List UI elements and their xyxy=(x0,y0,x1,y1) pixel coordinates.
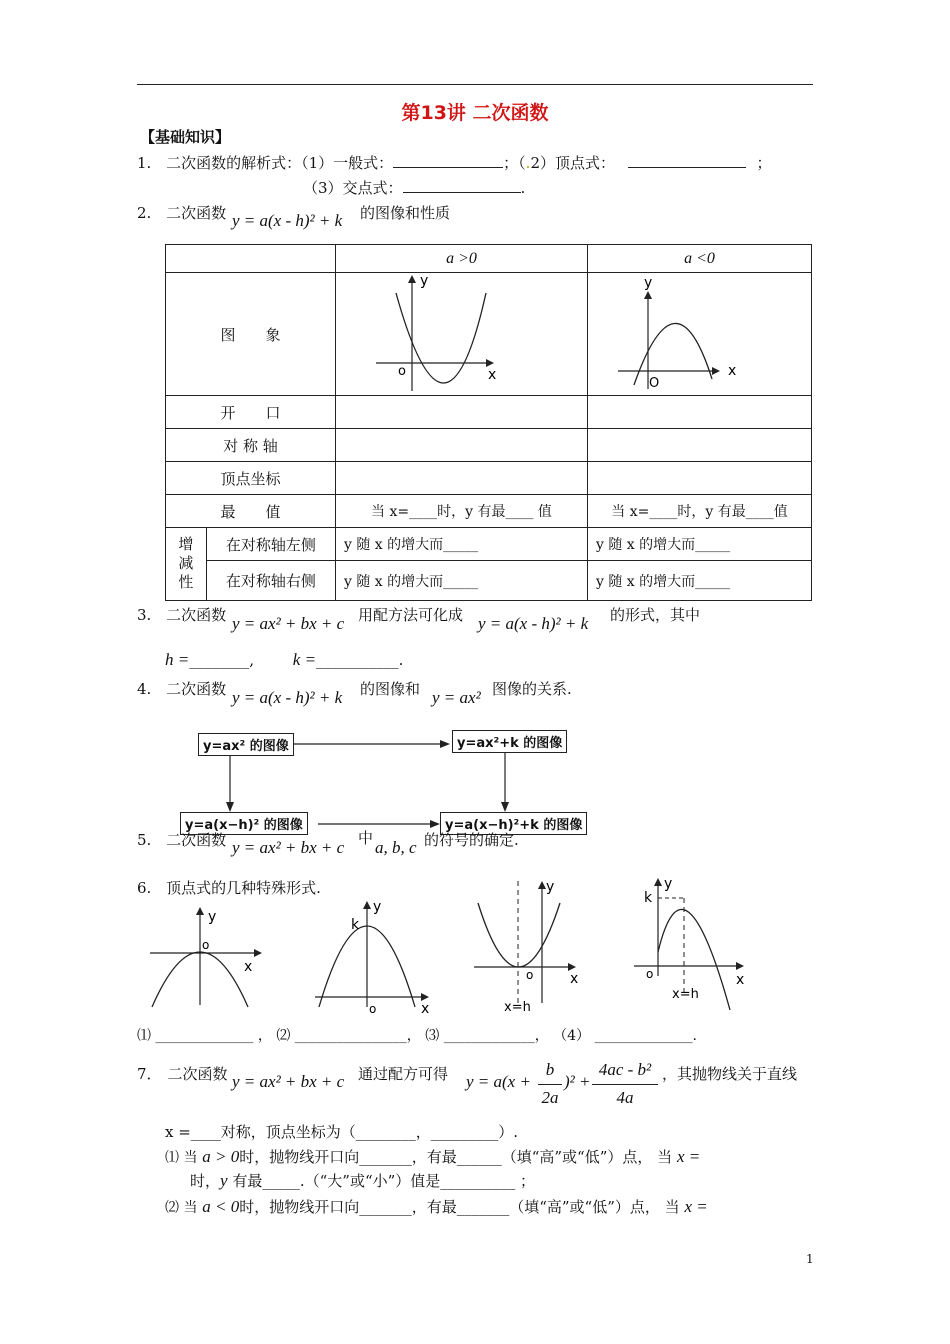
q7-formula2-a: y = a(x + xyxy=(466,1072,531,1091)
box-vertical-shift: y=ax²+k 的图像 xyxy=(452,730,567,753)
g2-k-label: k xyxy=(351,917,360,933)
q2-pre: 二次函数 xyxy=(166,204,227,222)
mono-neg-left: y 随 x 的增大而_____ xyxy=(587,528,811,561)
mono-pos-left: y 随 x 的增大而_____ xyxy=(336,528,588,561)
q5-formula: y = ax² + bx + c xyxy=(232,838,345,857)
q3-formula1: y = ax² + bx + c xyxy=(232,614,345,633)
q3-mid: 用配方法可化成 xyxy=(358,606,464,624)
q7-frac2-den: 4a xyxy=(616,1088,634,1107)
page-title: 第13讲 二次函数 xyxy=(401,102,549,124)
q3-line2 xyxy=(165,650,403,670)
q3-k-blank[interactable]: ___________. xyxy=(316,651,404,669)
g1-origin-label: o xyxy=(202,938,210,952)
graph-pos-x-label: x xyxy=(488,367,497,383)
graph-a-negative xyxy=(587,273,811,396)
mono-neg-right: y 随 x 的增大而_____ xyxy=(587,561,811,601)
q4-line xyxy=(137,678,226,699)
q7-line xyxy=(137,1063,228,1084)
opening-pos-cell[interactable] xyxy=(336,396,588,429)
q7-s1-y: y xyxy=(220,1171,228,1190)
q4-formula1: y = a(x - h)² + k xyxy=(232,688,343,707)
q2-formula: y = a(x - h)² + k xyxy=(232,211,343,230)
q6-text: 顶点式的几种特殊形式. xyxy=(166,879,321,897)
q2-post: 的图像和性质 xyxy=(360,204,451,222)
parabola-up-graph xyxy=(336,273,586,391)
section-heading: 【基础知识】 xyxy=(140,128,231,146)
q6-number: 6. xyxy=(137,879,152,897)
g4-k-label: k xyxy=(644,890,653,906)
mono-right-label: 在对称轴右侧 xyxy=(206,561,335,601)
q7-s2-cond: a < 0 xyxy=(202,1197,240,1216)
row-vertex-label: 顶点坐标 xyxy=(166,462,336,495)
q1-blank-vertex[interactable] xyxy=(628,153,746,168)
q7-post: ，其抛物线关于直线 xyxy=(662,1065,798,1083)
q7-s1-c: 时， xyxy=(190,1172,221,1190)
q7-number: 7． xyxy=(137,1065,162,1083)
header-a-positive: a >0 xyxy=(336,245,588,273)
q1-blank-general[interactable] xyxy=(393,153,503,168)
g4-y-label: y xyxy=(664,876,673,892)
box-full-shift: y=a(x−h)²+k 的图像 xyxy=(440,812,587,835)
q7-s2-a: ⑵ 当 xyxy=(165,1200,198,1216)
opening-neg-cell[interactable] xyxy=(587,396,811,429)
q1-vertex-form: 2）顶点式： xyxy=(530,154,615,172)
q1-line1 xyxy=(137,152,772,173)
special-form-graph-4 xyxy=(630,872,755,1012)
table-corner xyxy=(166,245,336,273)
q3-line xyxy=(137,604,226,625)
row-extreme-label: 最 值 xyxy=(166,495,336,528)
special-form-graph-1 xyxy=(140,895,270,1015)
extreme-pos-cell: 当 x=____时，y 有最____ 值 xyxy=(336,495,588,528)
row-graph-label: 图 象 xyxy=(166,273,336,396)
q1-text: 二次函数的解析式：（1）一般式： xyxy=(166,154,394,172)
graph-neg-origin-label: O xyxy=(649,376,660,391)
q7-pre: 二次函数 xyxy=(167,1065,228,1083)
q7-s1-x: x = xyxy=(676,1147,701,1166)
extreme-neg-cell: 当 x=____时，y 有最____值 xyxy=(587,495,811,528)
special-form-graph-3 xyxy=(470,875,590,1015)
q7-line2: x =____对称，顶点坐标为（________，_________）. xyxy=(165,1123,519,1141)
properties-table xyxy=(165,244,812,601)
graph-neg-y-label: y xyxy=(644,275,653,291)
q7-s2-b: 时，抛物线开口向_______，有最_______（填“高”或“低”）点， 当 xyxy=(239,1198,680,1216)
q6-answers: ⑴ ______________ ， ⑵ ________________， ⑶ _____________， （4） ______________. xyxy=(137,1028,697,1044)
q2-number: 2. xyxy=(137,204,152,222)
row-monotonic-label: 增减性 xyxy=(166,528,207,601)
q7-s1-a: ⑴ 当 xyxy=(165,1150,198,1166)
mono-left-label: 在对称轴左侧 xyxy=(206,528,335,561)
q7-formula1: y = ax² + bx + c xyxy=(232,1072,345,1091)
q5-post: 的符号的确定. xyxy=(424,831,519,849)
g2-origin-label: o xyxy=(369,1002,377,1015)
q5-mid: 中 xyxy=(358,829,374,847)
q7-sub1-cont xyxy=(190,1170,535,1191)
q7-mid: 通过配方可得 xyxy=(358,1065,449,1083)
axis-neg-cell[interactable] xyxy=(587,429,811,462)
graph-pos-y-label: y xyxy=(420,273,429,289)
g4-x-label: x xyxy=(736,972,745,988)
g4-origin-label: o xyxy=(646,967,654,981)
g4-axis-label: x=h xyxy=(672,987,699,1002)
q7-frac2-num: 4ac - b² xyxy=(598,1060,652,1079)
q5-pre: 二次函数 xyxy=(166,831,227,849)
q4-post: 图像的关系. xyxy=(492,680,572,698)
q3-pre: 二次函数 xyxy=(166,606,227,624)
graph-pos-origin-label: o xyxy=(398,364,407,379)
q5-vars: a, b, c xyxy=(375,838,417,857)
special-form-graph-2 xyxy=(305,895,440,1015)
q5-number: 5. xyxy=(137,831,152,849)
q7-sub2 xyxy=(165,1196,708,1217)
g2-x-label: x xyxy=(421,1001,430,1015)
box-basic-graph: y=ax² 的图像 xyxy=(198,733,294,756)
q4-formula2: y = ax² xyxy=(432,688,481,707)
g3-x-label: x xyxy=(570,971,579,987)
q7-s1-cond: a > 0 xyxy=(202,1147,240,1166)
q1-number: 1. xyxy=(137,154,152,172)
parabola-down-graph xyxy=(588,273,810,391)
row-axis-label: 对 称 轴 xyxy=(166,429,336,462)
q3-formula2: y = a(x - h)² + k xyxy=(478,614,589,633)
graph-neg-x-label: x xyxy=(728,363,737,379)
q1-line2 xyxy=(303,177,525,198)
q1-blank-intercept[interactable] xyxy=(403,178,521,193)
q4-number: 4. xyxy=(137,680,152,698)
g2-y-label: y xyxy=(373,899,382,915)
axis-pos-cell[interactable] xyxy=(336,429,588,462)
q1-dot: . xyxy=(525,154,531,172)
box-horizontal-shift: y=a(x−h)² 的图像 xyxy=(180,812,308,835)
q4-mid: 的图像和 xyxy=(360,680,421,698)
q3-k-label: k = xyxy=(292,650,317,669)
header-a-negative: a <0 xyxy=(587,245,811,273)
mono-pos-right: y 随 x 的增大而_____ xyxy=(336,561,588,601)
q3-post: 的形式，其中 xyxy=(610,606,701,624)
q2-line xyxy=(137,202,226,223)
q7-s1-d: 有最_____.（“大”或“小”）值是__________ ； xyxy=(232,1172,536,1190)
g1-x-label: x xyxy=(244,959,253,975)
graph-a-positive xyxy=(336,273,588,396)
g3-axis-label: x=h xyxy=(504,1000,531,1015)
q7-s2-x: x = xyxy=(684,1197,708,1216)
q7-sub1 xyxy=(165,1146,700,1167)
q3-h-label: h = xyxy=(165,650,190,669)
q7-frac1-bar xyxy=(538,1084,562,1085)
q3-h-blank[interactable]: ________, xyxy=(189,651,255,669)
q7-s1-b: 时，抛物线开口向_______，有最______（填“高”或“低”）点， 当 xyxy=(239,1148,673,1166)
q5-line xyxy=(137,829,226,850)
q7-formula2-b: )² + xyxy=(564,1072,591,1091)
q1-intercept-form: （3）交点式： xyxy=(303,179,403,197)
q1-end: ； xyxy=(756,154,772,172)
page-number: 1 xyxy=(806,1252,814,1266)
q7-frac1-num: b xyxy=(545,1060,555,1079)
g3-origin-label: o xyxy=(526,968,534,982)
row-opening-label: 开 口 xyxy=(166,396,336,429)
g3-y-label: y xyxy=(546,879,555,895)
vertex-pos-cell[interactable] xyxy=(336,462,588,495)
q1-end3: . xyxy=(520,179,526,197)
g1-y-label: y xyxy=(208,909,217,925)
q7-frac1-den: 2a xyxy=(541,1088,559,1107)
q1-sep: ；（ xyxy=(503,154,526,172)
top-rule xyxy=(137,84,813,85)
q3-number: 3. xyxy=(137,606,152,624)
q7-frac2-bar xyxy=(592,1084,658,1085)
q4-pre: 二次函数 xyxy=(166,680,227,698)
vertex-neg-cell[interactable] xyxy=(587,462,811,495)
